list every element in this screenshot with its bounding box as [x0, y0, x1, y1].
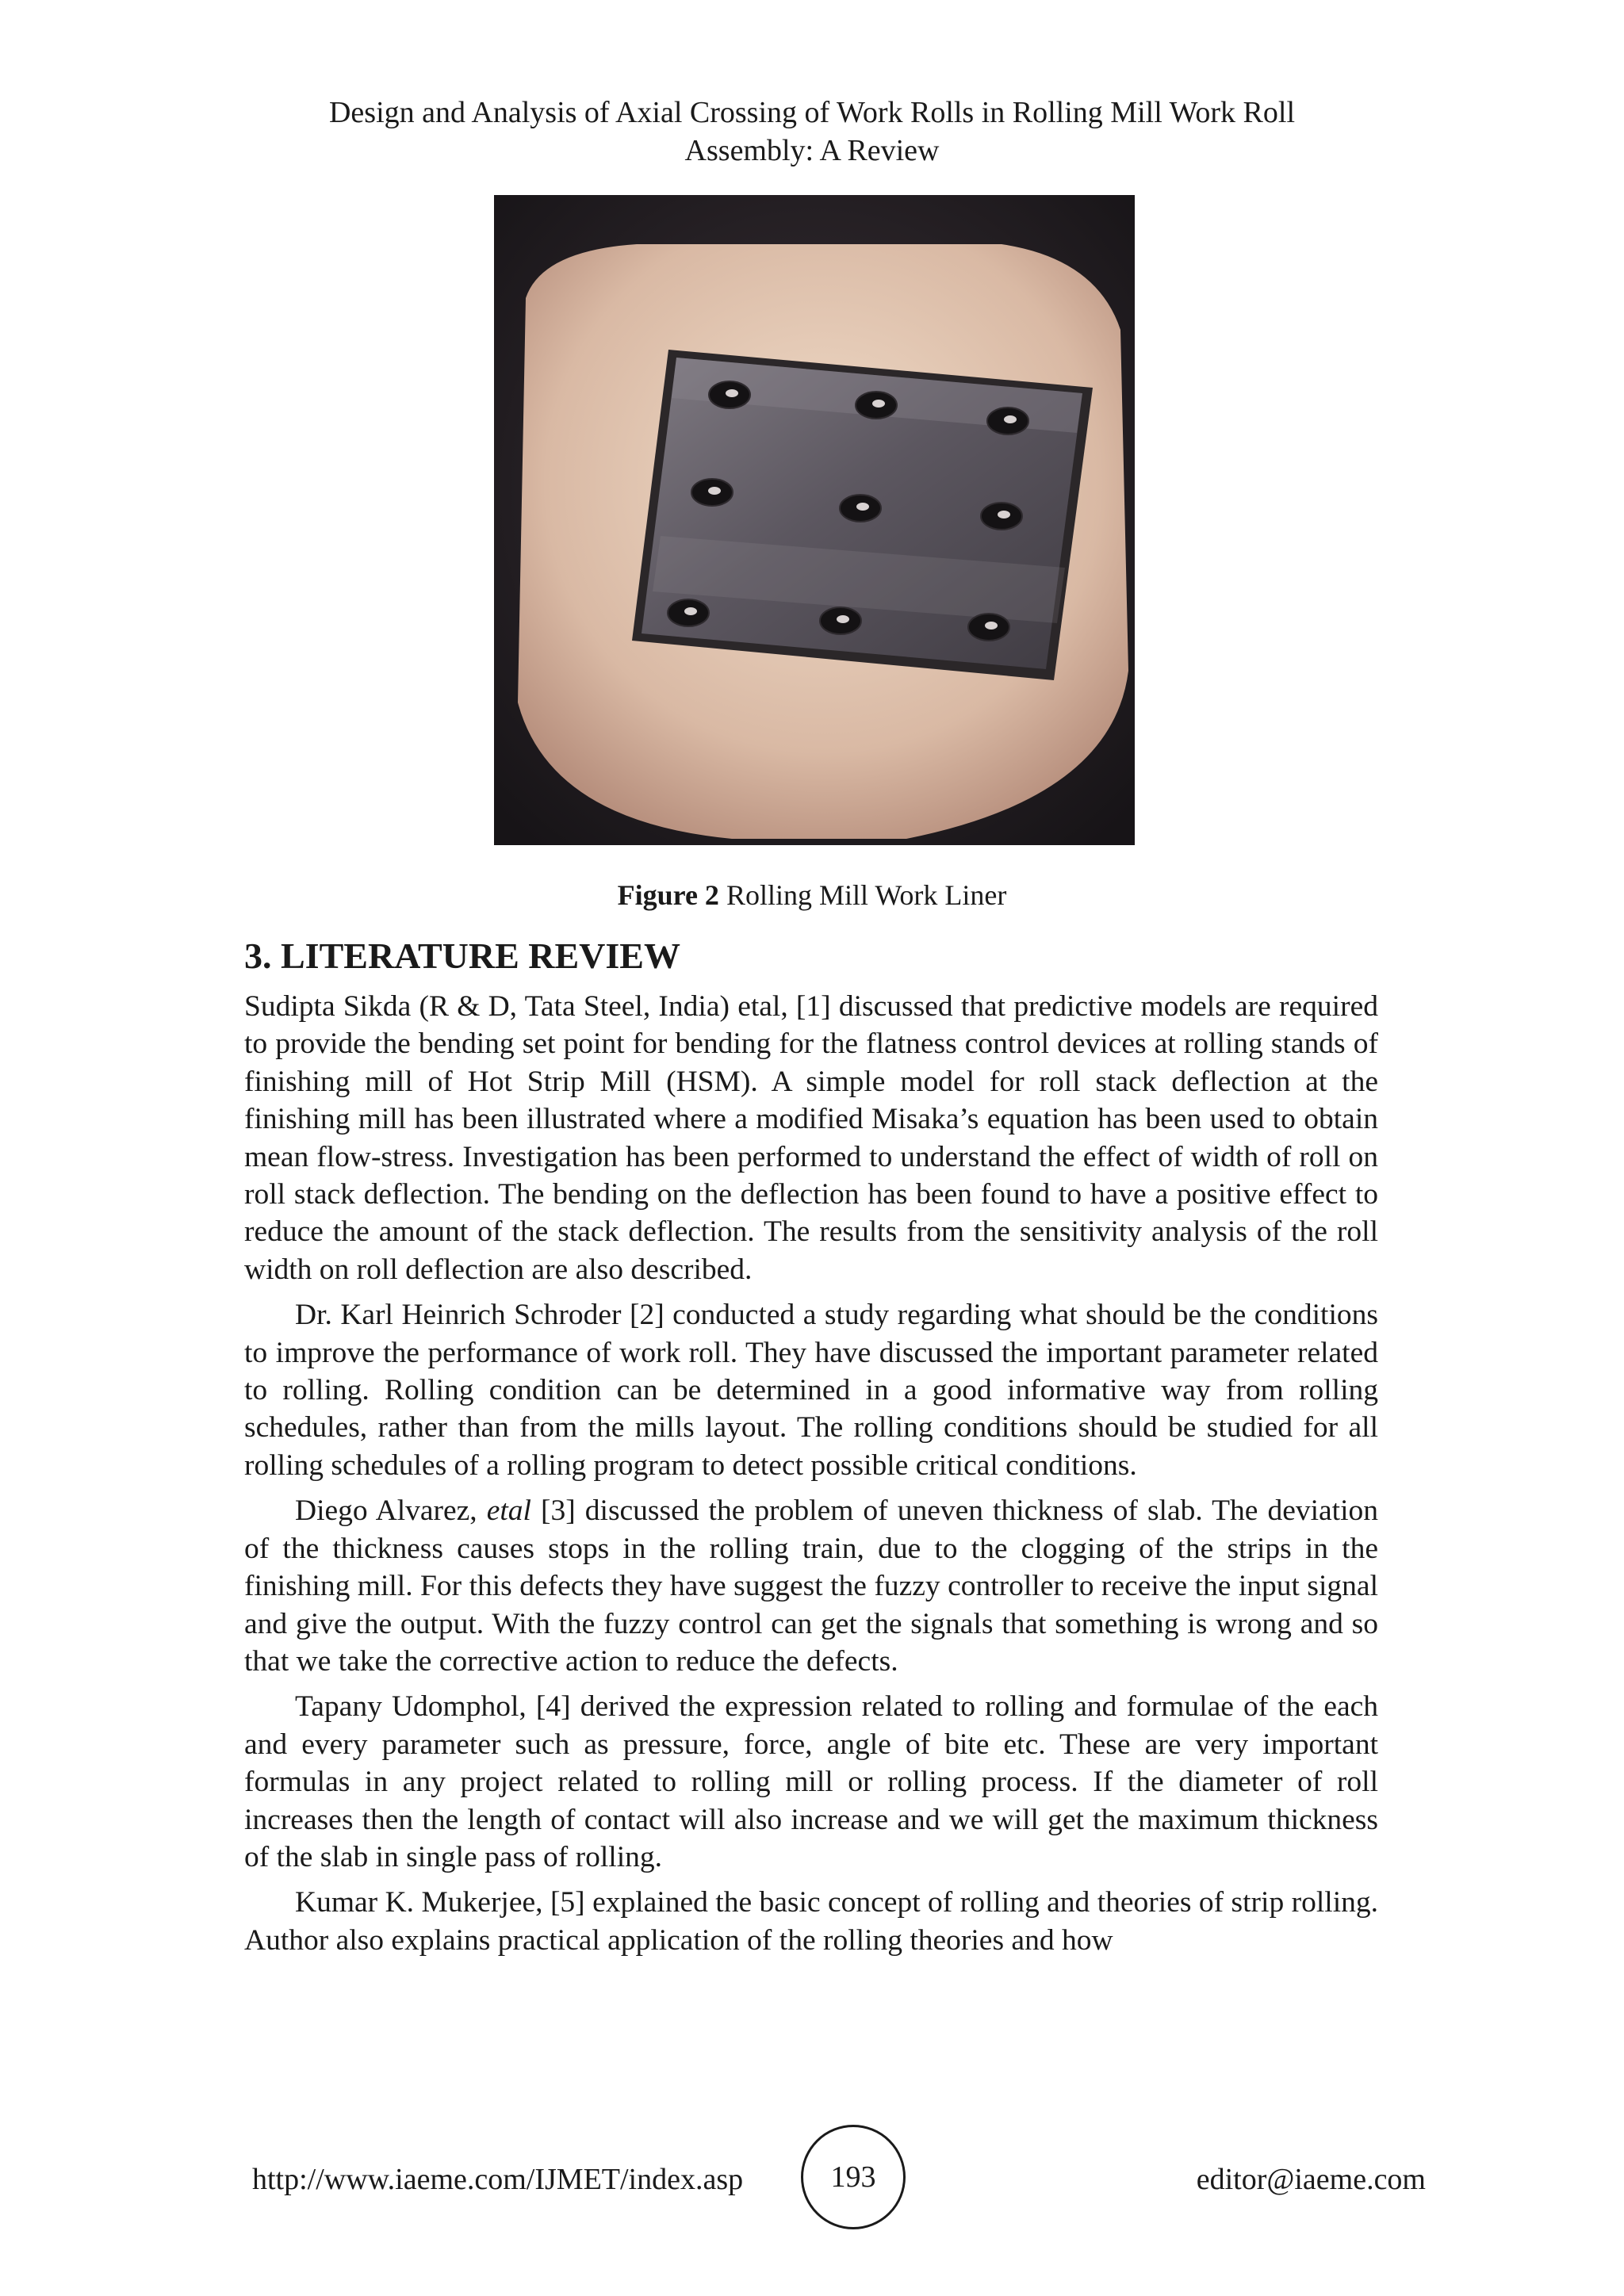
running-title-line-1: Design and Analysis of Axial Crossing of Work Rolls in Rolling Mill Work Roll [328, 96, 1296, 129]
paragraph-3 [244, 1492, 1378, 1680]
section-heading: 3. LITERATURE REVIEW [244, 936, 680, 976]
paragraph-3-body: [3] discussed the problem of uneven thickness of slab. The deviation of the thickness causes stops in the rolling train, due to the clogging of the strips in the finishing mill. For this defects they have suggest the fuzzy controller to receive the input signal and give the output. With the fuzzy control can get the signals that something is wrong and so that we take the corrective action to reduce the defects. [244, 1494, 1378, 1678]
paragraph-4: Tapany Udomphol, [4] derived the expression related to rolling and formulae of the each and every parameter such as pressure, force, angle of bite etc. These are very important formulas in any project related to rolling mill or rolling process. If the diameter of roll increases then the length of contact will also increase and we will get the maximum thickness of the slab in single pass of rolling. [244, 1690, 1378, 1873]
figure-label: Figure 2 [617, 879, 719, 911]
footer-url-link[interactable]: http://www.iaeme.com/IJMET/index.asp [252, 2163, 744, 2196]
body-text [244, 988, 1378, 1967]
figure-caption-text: Rolling Mill Work Liner [718, 879, 1007, 911]
paragraph-3-author: Diego Alvarez, [295, 1494, 487, 1528]
work-liner-photo-illustration [494, 195, 1135, 845]
work-liner-photo [494, 195, 1135, 845]
paragraph-2: Dr. Karl Heinrich Schroder [2] conducted a study regarding what should be the conditions to improve the performance of work roll. They have discussed the important parameter related to rolling. Rolling condition can be determined in a good informative way from rolling schedules, rather than from the mills layout. The rolling conditions should be studied for all rolling schedules of a rolling program to detect possible critical conditions. [244, 1299, 1378, 1482]
paragraph-3-etal: etal [486, 1494, 531, 1528]
paragraph-5: Kumar K. Mukerjee, [5] explained the basic concept of rolling and theories of strip rolling. Author also explains practical application of the rolling theories and how [244, 1886, 1378, 1957]
figure-caption [238, 877, 1386, 913]
paragraph-1: Sudipta Sikda (R & D, Tata Steel, India) etal, [1] discussed that predictive models are required to provide the bending set point for bending for the flatness control devices at rolling stands of finishing mill of Hot Strip Mill (HSM). A simple model for roll stack deflection at the finishing mill has been illustrated where a modified Misaka’s equation has been used to obtain mean flow-stress. Investigation has been performed to understand the effect of width of roll on roll stack deflection. The bending on the deflection has been found to have a positive effect to reduce the amount of the stack deflection. The results from the sensitivity analysis of the roll width on roll deflection are also described. [244, 990, 1378, 1286]
footer-email-link[interactable]: editor@iaeme.com [1196, 2163, 1426, 2196]
page-number-badge: 193 [801, 2125, 906, 2229]
running-title [238, 94, 1386, 170]
running-title-line-2: Assembly: A Review [684, 134, 940, 167]
